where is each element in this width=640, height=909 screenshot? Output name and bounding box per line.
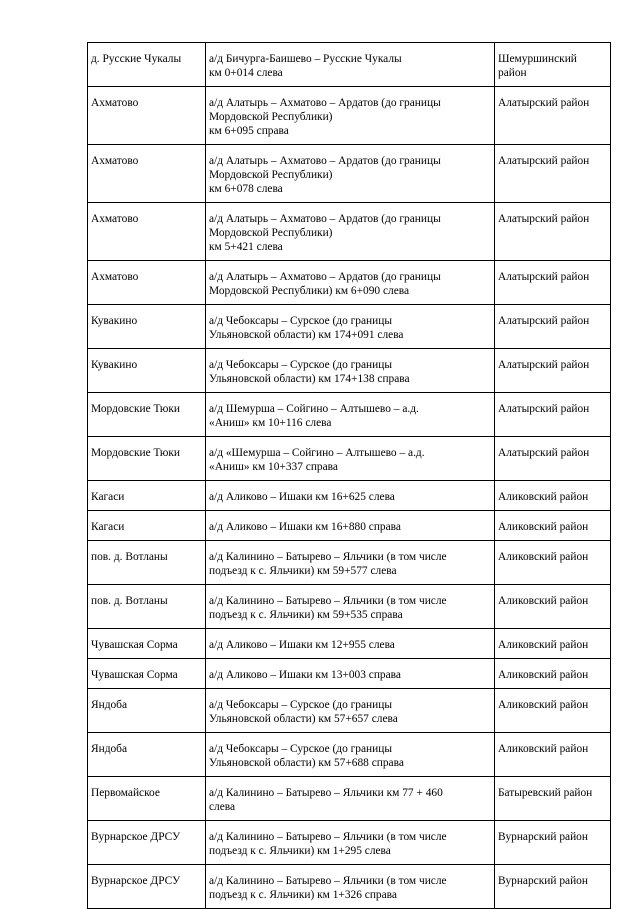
road-text-line: а/д Чебоксары – Сурское (до границы [209, 743, 393, 755]
road-cell [206, 481, 495, 511]
road-text-line: а/д Аликово – Ишаки км 13+003 справа [209, 669, 401, 681]
road-text-line: слева [209, 801, 236, 813]
district-text-line: Батыревский район [498, 787, 593, 799]
table-row [88, 585, 611, 629]
district-text-line: Аликовский район [498, 669, 589, 681]
district-cell [495, 585, 611, 629]
table-row [88, 821, 611, 865]
table-row [88, 511, 611, 541]
settlement-text: Вурнарское ДРСУ [91, 875, 181, 887]
district-text-line: Алатырский район [498, 213, 590, 225]
table-row [88, 777, 611, 821]
district-text-line: Аликовский район [498, 521, 589, 533]
district-cell [495, 261, 611, 305]
table-row [88, 87, 611, 145]
table-row [88, 261, 611, 305]
road-text-line: а/д Алатырь – Ахматово – Ардатов (до границы [209, 213, 441, 225]
settlement-cell [88, 349, 206, 393]
settlement-text: Мордовские Тюки [91, 447, 181, 459]
road-cell [206, 585, 495, 629]
table-row [88, 203, 611, 261]
table-row [88, 437, 611, 481]
road-text-line: Ульяновской области) км 57+657 слева [209, 713, 398, 725]
settlement-text: Ахматово [91, 155, 139, 167]
table-row [88, 393, 611, 437]
road-text-line: подъезд к с. Яльчики) км 59+535 справа [209, 609, 403, 621]
district-cell [495, 481, 611, 511]
table-row [88, 865, 611, 909]
district-text-line: Аликовский район [498, 743, 589, 755]
settlement-text: Чувашская Сорма [91, 639, 178, 651]
district-text-line: Алатырский район [498, 315, 590, 327]
settlement-cell [88, 865, 206, 909]
road-cell [206, 393, 495, 437]
district-cell [495, 145, 611, 203]
road-cell [206, 261, 495, 305]
road-cell [206, 437, 495, 481]
settlement-cell [88, 541, 206, 585]
settlement-cell [88, 261, 206, 305]
settlement-cell [88, 393, 206, 437]
district-text-line: Алатырский район [498, 97, 590, 109]
road-text-line: а/д Чебоксары – Сурское (до границы [209, 359, 393, 371]
road-cell [206, 203, 495, 261]
road-text-line: км 6+095 справа [209, 125, 289, 137]
district-text-line: Вурнарский район [498, 831, 588, 843]
road-text-line: а/д Калинино – Батырево – Яльчики (в том числе [209, 595, 447, 607]
settlement-cell [88, 437, 206, 481]
road-text-line: а/д Чебоксары – Сурское (до границы [209, 699, 393, 711]
road-text-line: а/д Аликово – Ишаки км 12+955 слева [209, 639, 395, 651]
district-cell [495, 87, 611, 145]
table-row [88, 349, 611, 393]
settlement-text: Кувакино [91, 359, 138, 371]
district-cell [495, 777, 611, 821]
table-row [88, 305, 611, 349]
settlement-cell [88, 629, 206, 659]
settlement-text: Кагаси [91, 491, 125, 503]
road-text-line: а/д Чебоксары – Сурское (до границы [209, 315, 393, 327]
road-text-line: Ульяновской области) км 174+138 справа [209, 373, 410, 385]
settlement-text: Кувакино [91, 315, 138, 327]
settlement-text: Кагаси [91, 521, 125, 533]
road-text-line: Ульяновской области) км 57+688 справа [209, 757, 404, 769]
settlement-text: Ахматово [91, 271, 139, 283]
district-text-line: Аликовский район [498, 491, 589, 503]
district-text-line: Алатырский район [498, 403, 590, 415]
table-row [88, 659, 611, 689]
road-text-line: а/д Калинино – Батырево – Яльчики (в том числе [209, 831, 447, 843]
road-cell [206, 511, 495, 541]
road-text-line: Мордовской Республики) [209, 111, 333, 123]
district-text-line: Аликовский район [498, 699, 589, 711]
settlement-text: Ахматово [91, 213, 139, 225]
settlement-cell [88, 305, 206, 349]
road-text-line: а/д Алатырь – Ахматово – Ардатов (до границы [209, 97, 441, 109]
road-text-line: а/д Калинино – Батырево – Яльчики (в том числе [209, 875, 447, 887]
district-text-line: Аликовский район [498, 551, 589, 563]
settlement-text: Чувашская Сорма [91, 669, 178, 681]
district-text-line: район [498, 67, 527, 79]
road-cell [206, 541, 495, 585]
district-cell [495, 821, 611, 865]
road-text-line: подъезд к с. Яльчики) км 1+295 слева [209, 845, 391, 857]
table-row [88, 145, 611, 203]
road-cell [206, 145, 495, 203]
table-body [88, 43, 611, 909]
settlement-cell [88, 733, 206, 777]
road-text-line: а/д Алатырь – Ахматово – Ардатов (до границы [209, 271, 441, 283]
settlement-cell [88, 777, 206, 821]
settlement-cell [88, 689, 206, 733]
settlement-text: Мордовские Тюки [91, 403, 181, 415]
settlement-cell [88, 511, 206, 541]
district-text-line: Алатырский район [498, 447, 590, 459]
table-row [88, 733, 611, 777]
table-row [88, 481, 611, 511]
road-cell [206, 629, 495, 659]
district-text-line: Алатырский район [498, 359, 590, 371]
road-cell [206, 733, 495, 777]
road-cell [206, 865, 495, 909]
road-text-line: а/д Аликово – Ишаки км 16+625 слева [209, 491, 395, 503]
road-text-line: а/д Бичурга-Баишево – Русские Чукалы [209, 53, 402, 65]
district-text-line: Аликовский район [498, 595, 589, 607]
road-text-line: подъезд к с. Яльчики) км 59+577 слева [209, 565, 397, 577]
road-text-line: км 6+078 слева [209, 183, 283, 195]
district-cell [495, 437, 611, 481]
road-text-line: а/д Шемурша – Сойгино – Алтышево – а.д. [209, 403, 419, 415]
district-cell [495, 689, 611, 733]
road-text-line: Мордовской Республики) км 6+090 слева [209, 285, 410, 297]
road-cell [206, 689, 495, 733]
road-cell [206, 349, 495, 393]
settlement-cell [88, 481, 206, 511]
district-cell [495, 659, 611, 689]
settlement-text: Вурнарское ДРСУ [91, 831, 181, 843]
district-cell [495, 511, 611, 541]
road-text-line: а/д Калинино – Батырево – Яльчики км 77 + 460 [209, 787, 443, 799]
settlement-text: Яндоба [91, 699, 128, 711]
road-cell [206, 821, 495, 865]
road-cell [206, 777, 495, 821]
settlement-text: пов. д. Вотланы [91, 595, 168, 607]
district-cell [495, 349, 611, 393]
settlement-text: Ахматово [91, 97, 139, 109]
road-text-line: а/д Аликово – Ишаки км 16+880 справа [209, 521, 401, 533]
table-row [88, 629, 611, 659]
district-text-line: Алатырский район [498, 271, 590, 283]
settlement-cell [88, 203, 206, 261]
settlement-cell [88, 43, 206, 87]
district-cell [495, 629, 611, 659]
road-text-line: а/д «Шемурша – Сойгино – Алтышево – а.д. [209, 447, 425, 459]
settlement-cell [88, 585, 206, 629]
settlement-text: пов. д. Вотланы [91, 551, 168, 563]
road-cell [206, 305, 495, 349]
settlement-cell [88, 145, 206, 203]
settlement-cell [88, 821, 206, 865]
table-row [88, 541, 611, 585]
road-text-line: Мордовской Республики) [209, 169, 333, 181]
road-text-line: подъезд к с. Яльчики) км 1+326 справа [209, 889, 397, 901]
road-text-line: км 5+421 слева [209, 241, 283, 253]
district-cell [495, 43, 611, 87]
district-text-line: Аликовский район [498, 639, 589, 651]
district-cell [495, 865, 611, 909]
road-text-line: а/д Алатырь – Ахматово – Ардатов (до границы [209, 155, 441, 167]
district-cell [495, 393, 611, 437]
road-text-line: км 0+014 слева [209, 67, 283, 79]
district-text-line: Шемуршинский [498, 53, 577, 65]
road-text-line: а/д Калинино – Батырево – Яльчики (в том числе [209, 551, 447, 563]
road-text-line: Ульяновской области) км 174+091 слева [209, 329, 404, 341]
district-cell [495, 733, 611, 777]
district-cell [495, 305, 611, 349]
district-cell [495, 203, 611, 261]
road-text-line: «Аниш» км 10+337 справа [209, 461, 338, 473]
settlement-text: д. Русские Чукалы [91, 53, 182, 65]
road-text-line: «Аниш» км 10+116 слева [209, 417, 332, 429]
road-cell [206, 659, 495, 689]
road-cell [206, 43, 495, 87]
road-objects-table [87, 42, 611, 909]
settlement-text: Яндоба [91, 743, 128, 755]
road-text-line: Мордовской Республики) [209, 227, 333, 239]
settlement-cell [88, 87, 206, 145]
table-row [88, 689, 611, 733]
road-cell [206, 87, 495, 145]
district-text-line: Вурнарский район [498, 875, 588, 887]
district-cell [495, 541, 611, 585]
table-row [88, 43, 611, 87]
settlement-cell [88, 659, 206, 689]
settlement-text: Первомайское [91, 787, 160, 799]
district-text-line: Алатырский район [498, 155, 590, 167]
